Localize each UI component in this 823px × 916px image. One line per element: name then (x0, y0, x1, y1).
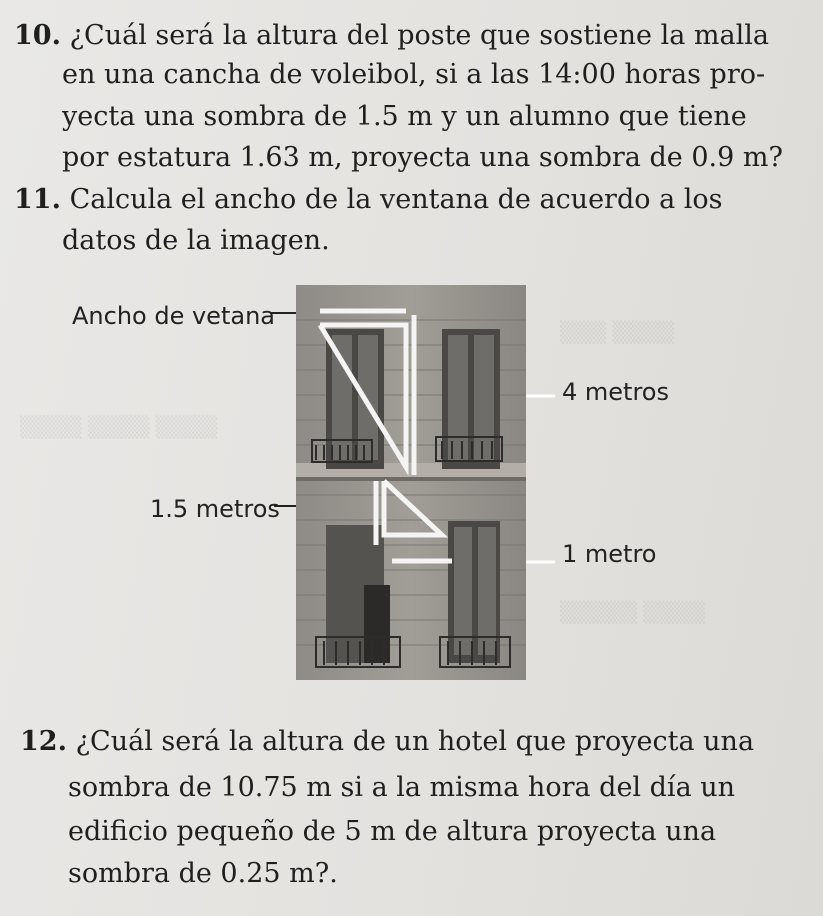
label-window-width: Ancho de vetana (72, 302, 275, 330)
bleed-through-text: ▒▒▒▒▒ ▒▒▒▒ (560, 600, 705, 624)
lower-window-right (448, 521, 500, 663)
problem-10-line-4: por estatura 1.63 m, proyecta una sombra de 0.9 m? (62, 142, 783, 173)
problem-12-number: 12. (20, 726, 67, 757)
label-1-meter: 1 metro (562, 540, 657, 568)
problem-12-line-3: edificio pequeño de 5 m de altura proyecta una (68, 816, 717, 847)
problem-11-line-1: 11. Calcula el ancho de la ventana de acuerdo a los (14, 184, 723, 215)
label-1-5-meters: 1.5 metros (150, 495, 280, 523)
problem-11-line-2: datos de la imagen. (62, 225, 330, 256)
problem-11-number: 11. (14, 184, 61, 215)
building-photo (296, 285, 526, 680)
problem-10-line-1: 10. ¿Cuál será la altura del poste que sostiene la malla (14, 20, 769, 51)
problem-10-line-2: en una cancha de voleibol, si a las 14:00 horas pro- (62, 59, 766, 90)
label-4-meters: 4 metros (562, 378, 669, 406)
problem-12-line-1: 12. ¿Cuál será la altura de un hotel que proyecta una (20, 726, 755, 757)
problem-10-line-3: yecta una sombra de 1.5 m y un alumno que tiene (62, 101, 747, 132)
bleed-through-text: ▒▒▒ ▒▒▒▒ (560, 320, 675, 344)
bleed-through-text: ▒▒▒▒ ▒▒▒▒ ▒▒▒▒ (20, 415, 218, 439)
problem-12-line-4: sombra de 0.25 m?. (68, 858, 338, 889)
problem-10-number: 10. (14, 20, 61, 51)
problem-12-line-2: sombra de 10.75 m si a la misma hora del día un (68, 772, 736, 803)
